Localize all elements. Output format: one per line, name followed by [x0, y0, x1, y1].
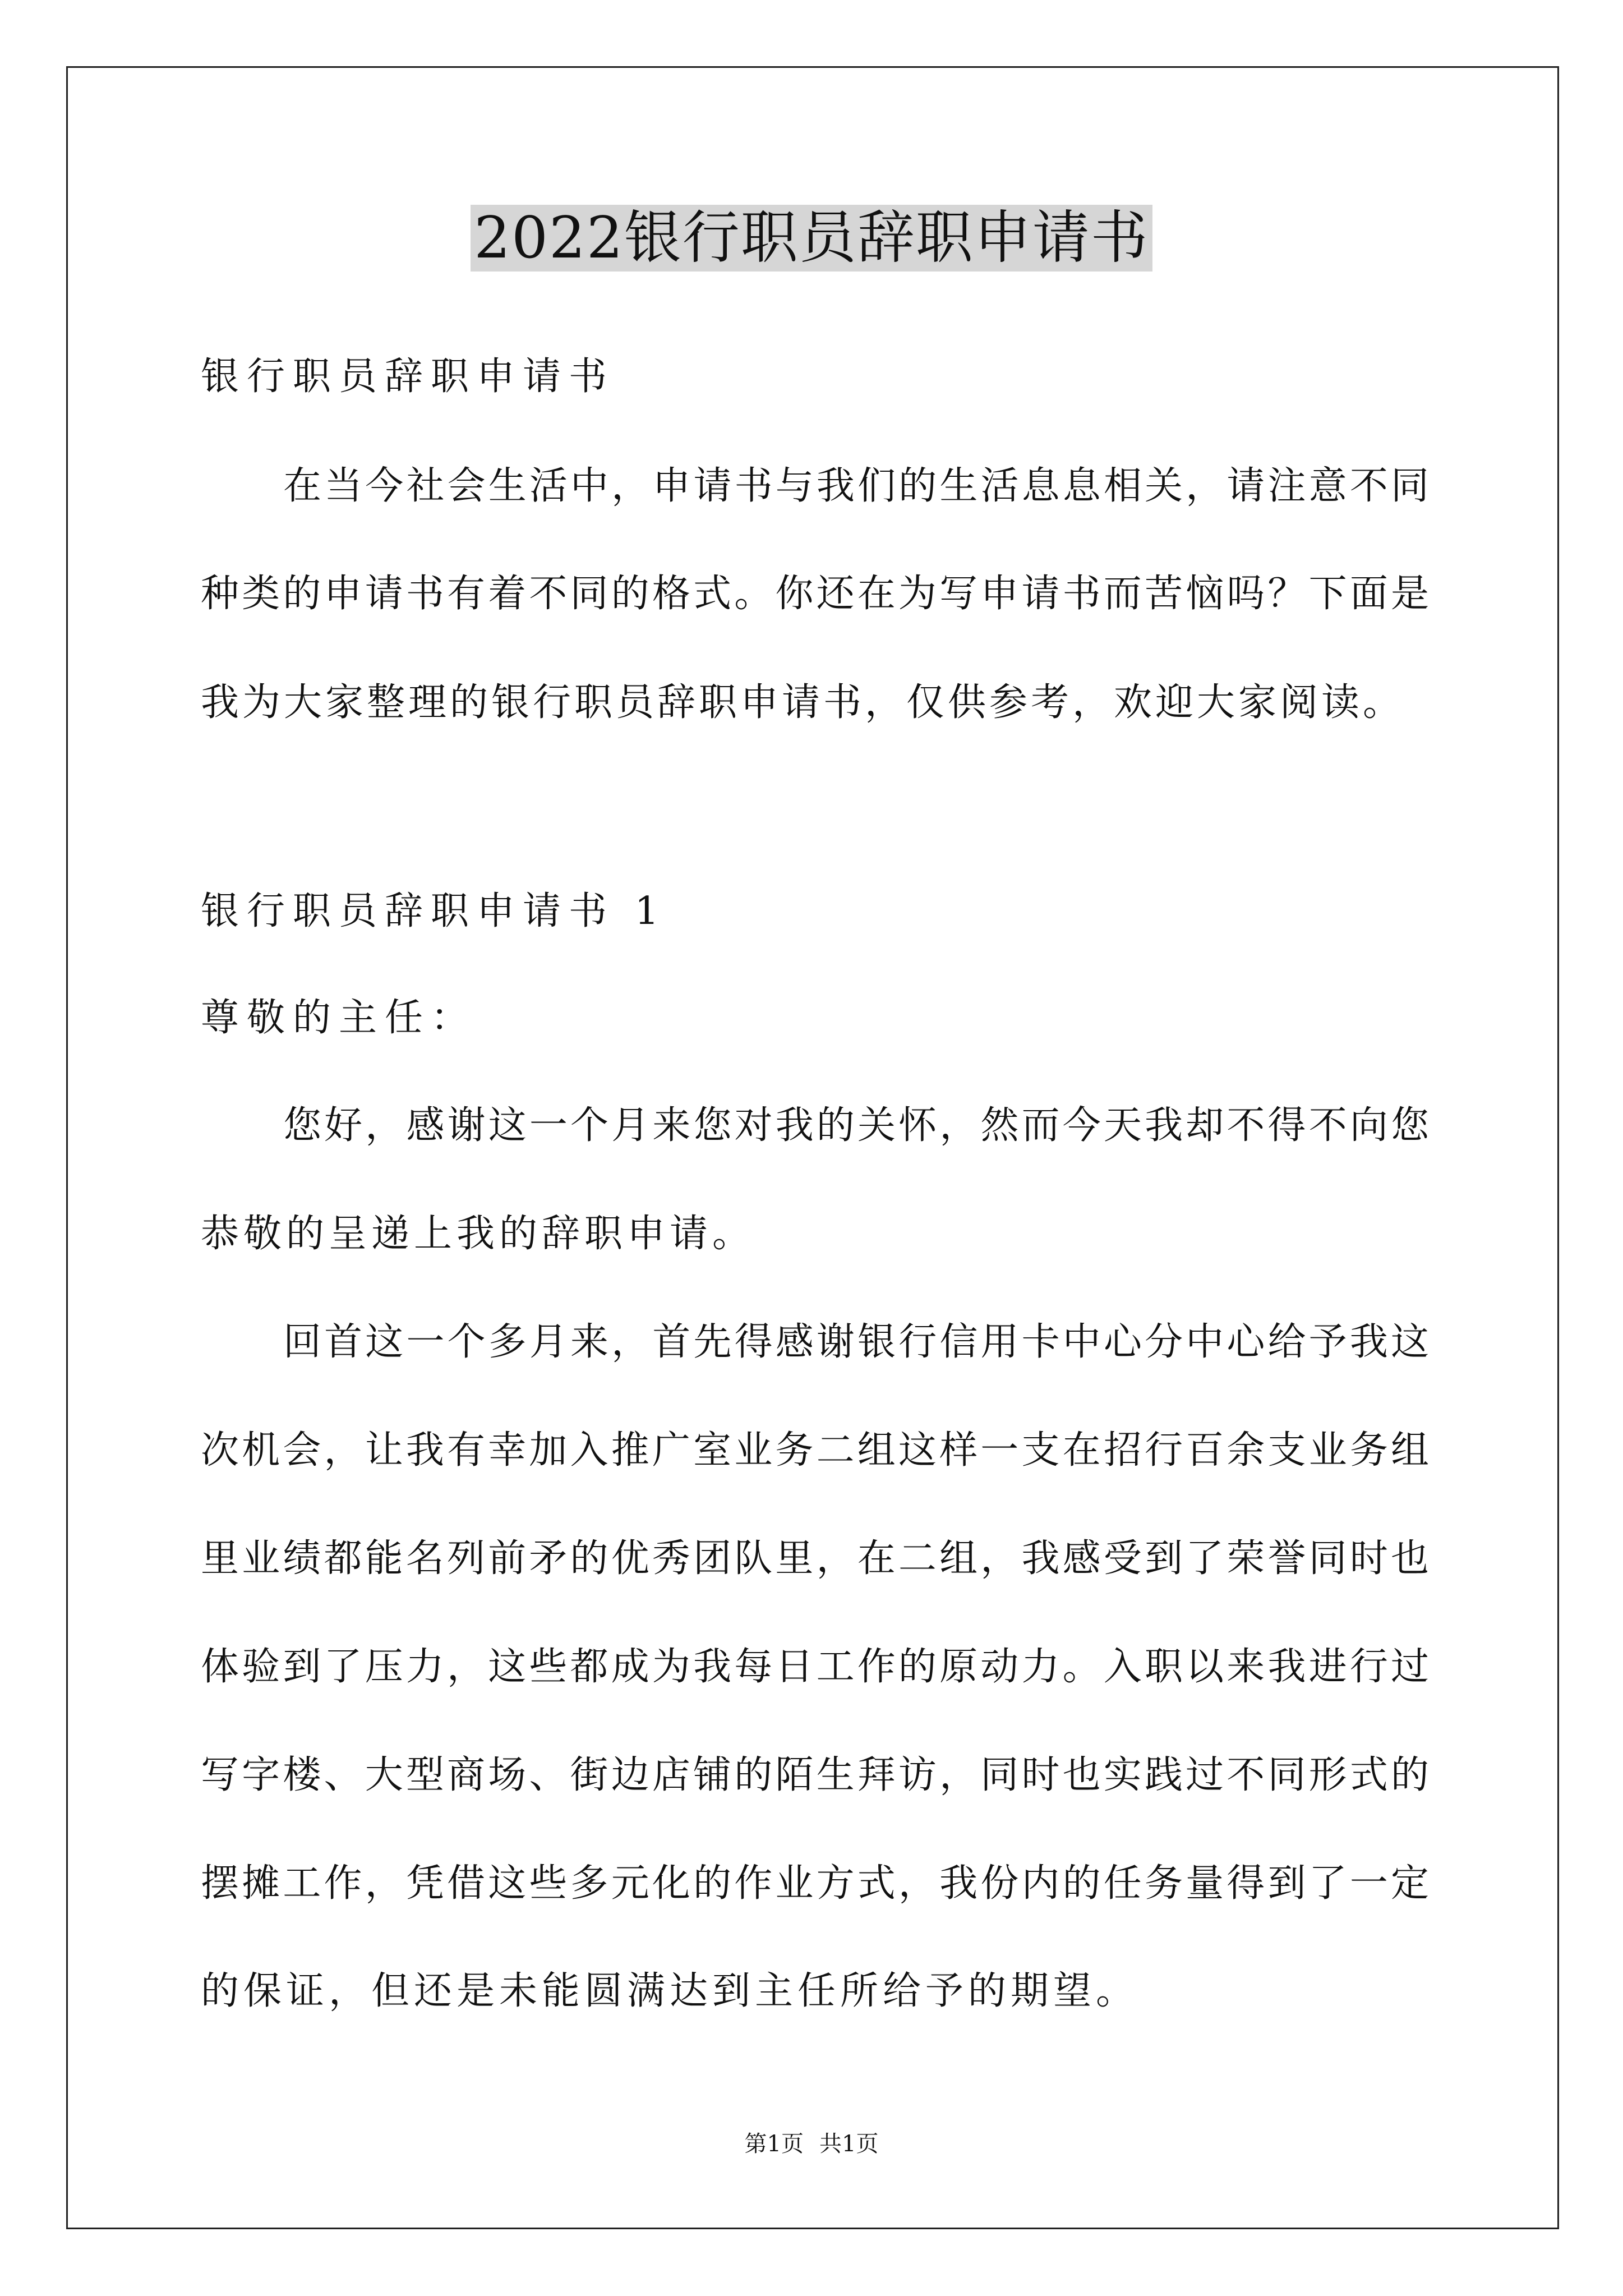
para2-line-1: 回首这一个多月来，首先得感谢银行信用卡中心分中心给予我这	[283, 1320, 1429, 1364]
intro-line-3: 我为大家整理的银行职员辞职申请书，仅供参考，欢迎大家阅读。	[201, 680, 1405, 725]
para2-line-5: 写字楼、大型商场、街边店铺的陌生拜访，同时也实践过不同形式的	[201, 1753, 1429, 1797]
intro-line-2: 种类的申请书有着不同的格式。你还在为写申请书而苦恼吗？下面是	[201, 572, 1429, 616]
section-heading: 银行职员辞职申请书 1	[201, 889, 667, 933]
para2-line-4: 体验到了压力，这些都成为我每日工作的原动力。入职以来我进行过	[201, 1645, 1429, 1689]
para2-line-3: 里业绩都能名列前矛的优秀团队里，在二组，我感受到了荣誉同时也	[201, 1536, 1429, 1581]
subtitle: 银行职员辞职申请书	[201, 355, 615, 399]
para1-line-1: 您好，感谢这一个月来您对我的关怀，然而今天我却不得不向您	[283, 1103, 1429, 1148]
para2-line-6: 摆摊工作，凭借这些多元化的作业方式，我份内的任务量得到了一定	[201, 1861, 1429, 1906]
document-title: 2022银行职员辞职申请书	[0, 199, 1623, 278]
para2-line-2: 次机会，让我有幸加入推广室业务二组这样一支在招行百余支业务组	[201, 1428, 1429, 1473]
salutation: 尊敬的主任：	[201, 996, 477, 1040]
page-footer	[0, 2127, 1623, 2161]
page-total: 共1页	[819, 2131, 879, 2157]
para1-line-2: 恭敬的呈递上我的辞职申请。	[201, 1212, 755, 1256]
para2-line-7: 的保证，但还是未能圆满达到主任所给予的期望。	[201, 1969, 1139, 2013]
page-number: 第1页	[744, 2131, 804, 2157]
intro-line-1: 在当今社会生活中，申请书与我们的生活息息相关，请注意不同	[283, 464, 1429, 508]
